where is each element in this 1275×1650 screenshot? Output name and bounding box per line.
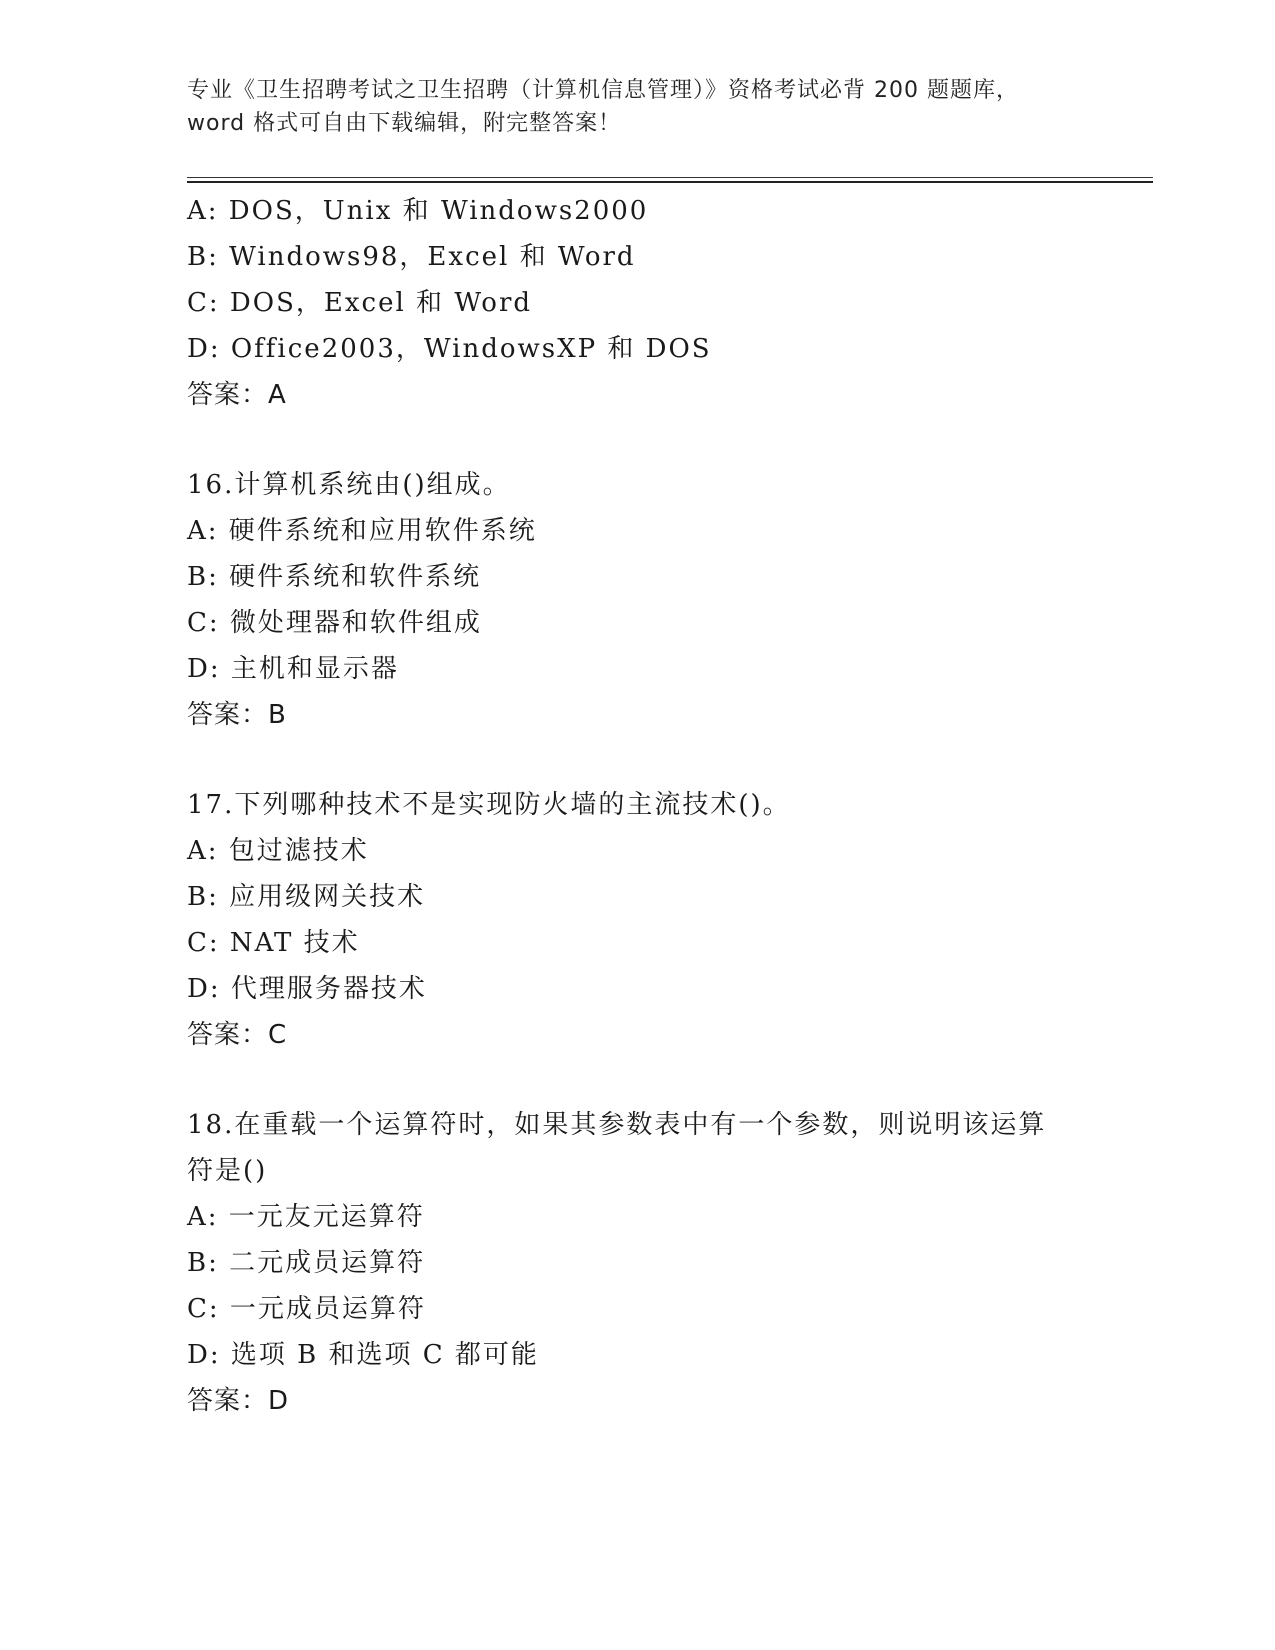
option-b: B: 硬件系统和软件系统 (187, 562, 482, 592)
option-c: C: NAT 技术 (187, 928, 360, 958)
question-block-17 (187, 782, 1087, 1058)
answer-line: 答案：D (187, 1386, 290, 1416)
block-spacer (187, 1058, 1087, 1102)
option-c: C: DOS，Excel 和 Word (187, 288, 533, 318)
block-spacer (187, 418, 1087, 462)
option-a: A: 硬件系统和应用软件系统 (187, 516, 537, 546)
question-block-15 (187, 188, 1087, 418)
header-title-line-1: 专业《卫生招聘考试之卫生招聘（计算机信息管理）》资格考试必背 200 题题库， (187, 78, 1019, 103)
header-divider-thin (187, 177, 1153, 178)
option-d: D: 选项 B 和选项 C 都可能 (187, 1340, 539, 1370)
question-text: 16.计算机系统由()组成。 (187, 470, 511, 500)
question-text-line-2: 符是() (187, 1156, 268, 1186)
option-b: B: Windows98，Excel 和 Word (187, 242, 636, 272)
answer-line: 答案：A (187, 380, 287, 410)
answer-line: 答案：C (187, 1020, 288, 1050)
option-a: A: 一元友元运算符 (187, 1202, 425, 1232)
option-b: B: 二元成员运算符 (187, 1248, 426, 1278)
option-b: B: 应用级网关技术 (187, 882, 426, 912)
option-d: D: 主机和显示器 (187, 654, 399, 684)
question-block-16 (187, 462, 1087, 738)
answer-line: 答案：B (187, 700, 287, 730)
document-header (187, 74, 1087, 140)
option-d: D: Office2003，WindowsXP 和 DOS (187, 334, 712, 364)
header-divider-thick (187, 181, 1153, 183)
question-block-18 (187, 1102, 1087, 1424)
option-d: D: 代理服务器技术 (187, 974, 427, 1004)
option-c: C: 一元成员运算符 (187, 1294, 426, 1324)
question-text-line-1: 18.在重载一个运算符时，如果其参数表中有一个参数，则说明该运算 (187, 1110, 1047, 1140)
option-a: A: 包过滤技术 (187, 836, 369, 866)
header-title-line-2: word 格式可自由下载编辑，附完整答案！ (187, 111, 622, 136)
option-c: C: 微处理器和软件组成 (187, 608, 482, 638)
question-text: 17.下列哪种技术不是实现防火墙的主流技术()。 (187, 790, 791, 820)
option-a: A: DOS，Unix 和 Windows2000 (187, 196, 649, 226)
block-spacer (187, 738, 1087, 782)
question-list (187, 188, 1087, 1424)
